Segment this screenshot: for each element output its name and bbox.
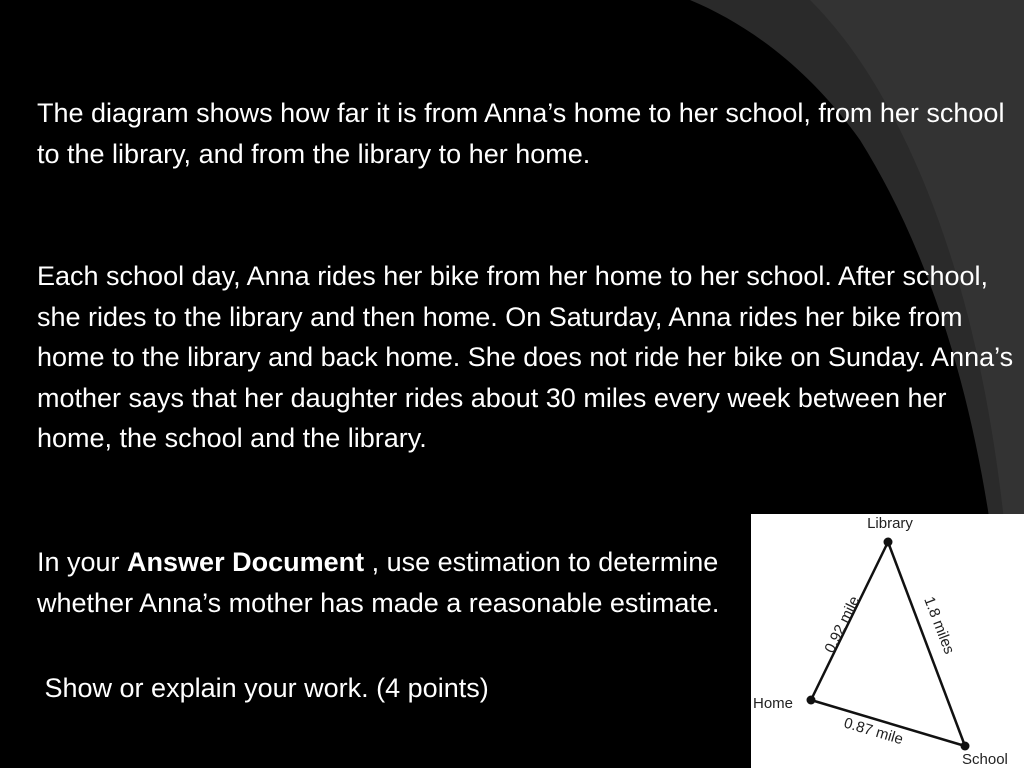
school-label: School <box>962 751 1008 768</box>
intro-paragraph: The diagram shows how far it is from Anna’s home to her school, from her school to the library, and from the library to her home. <box>37 98 1005 169</box>
instruction-suffix: , use estimation to determine whether Anna’s mother has made a reasonable estimate. <box>37 547 720 618</box>
instruction-prefix: In your <box>37 547 128 577</box>
triangle-diagram <box>751 514 1024 768</box>
answer-document-label: Answer Document <box>127 547 365 577</box>
problem-paragraph: Each school day, Anna rides her bike from her home to her school. After school, she rides to the library and then home. On Saturday, Anna rides her bike from home to the library and back home. She does not ride her bike on Sunday. Anna’s mother says that her daughter rides about 30 miles every week between her home, the school and the library. <box>37 261 1014 453</box>
home-school-distance: 0.87 mile <box>841 714 906 749</box>
home-library-distance: 0.92 mile <box>821 593 864 656</box>
school-point <box>961 742 970 751</box>
points-line: Show or explain your work. (4 points) <box>37 673 489 703</box>
library-point <box>884 538 893 547</box>
home-label: Home <box>753 695 794 712</box>
library-label: Library <box>867 515 913 532</box>
home-point <box>807 696 816 705</box>
instruction-paragraph <box>37 542 757 623</box>
library-school-distance: 1.8 miles <box>920 594 958 657</box>
